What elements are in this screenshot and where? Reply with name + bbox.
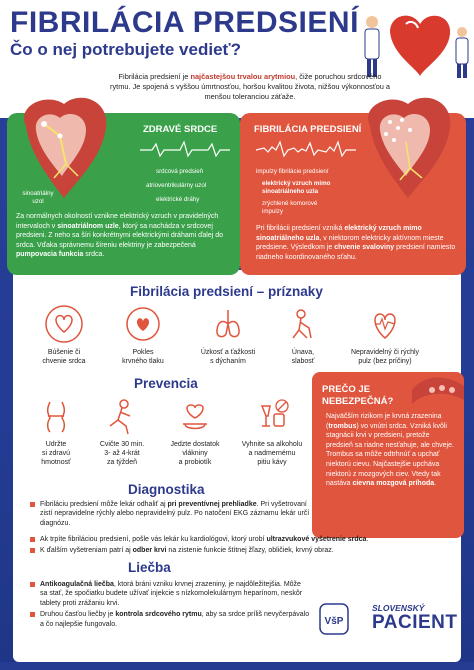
label-af-origin: elektrický vzruch mimo sinoatriálneho uzla bbox=[262, 180, 331, 195]
prevention-title: Prevencia bbox=[134, 376, 198, 391]
pulse-icon bbox=[365, 304, 405, 344]
prevention-weight: Udržte si zdravú hmotnosť bbox=[26, 396, 86, 467]
diagnostics-list bbox=[30, 500, 310, 530]
label-af-impulses: impulzy fibrilácie predsiení bbox=[256, 168, 329, 175]
list-item: Fibriláciu predsiení môže lekár odhaliť aj pri preventívnej prehliadke. Pri vyšetrovaní zistí nepravidelne rýchly alebo nepravidelný pulz. Po natočení EKG záznamu lekár určí diagnózu. bbox=[30, 500, 310, 528]
vsp-logo bbox=[318, 602, 350, 636]
label-pathways: elektrické dráhy bbox=[156, 196, 200, 203]
exercise-icon bbox=[102, 396, 142, 436]
why-title: PREČO JE NEBEZPEČNÁ? bbox=[322, 384, 394, 407]
symptom-dyspnea: Úzkosť a ťažkosti s dýchaním bbox=[186, 304, 270, 366]
list-item: Druhou časťou liečby je kontrola srdcového rytmu, aby sa srdce príliš nevyčerpávalo a čo najlepšie fungovalo. bbox=[30, 610, 310, 629]
symptom-irregular-pulse: Nepravidelný či rýchly pulz (bez príčiny) bbox=[340, 304, 430, 366]
slovensky-label: SLOVENSKÝ bbox=[372, 603, 425, 613]
heartbeat-icon bbox=[44, 304, 84, 344]
fatigue-icon bbox=[283, 304, 323, 344]
page-subtitle: Čo o nej potrebujete vedieť? bbox=[10, 40, 242, 59]
symptoms-title: Fibrilácia predsiení – príznaky bbox=[130, 284, 323, 299]
blood-pressure-icon bbox=[123, 304, 163, 344]
symptom-low-bp: Pokles krvného tlaku bbox=[108, 304, 178, 366]
blood-vessel-clot-icon bbox=[410, 370, 466, 410]
prevention-fiber: Jedzte dostatok vlákniny a probiotík bbox=[160, 396, 230, 467]
healthy-heart-illustration bbox=[6, 86, 124, 204]
list-item: Antikoagulačná liečba, ktorá bráni vzniku krvnej zrazeniny, je najdôležitejšia. Môže sa stať, že spočiatku budete užívať injekcie s nízkomolekulárnym heparínom, neskôr tablety proti zrážaniu krvi. bbox=[30, 580, 310, 608]
why-text: Najväčším rizikom je krvná zrazenina (trombus) vo vnútri srdca. Vzniká kvôli stagnácii krvi v predsieni, pretože predsieň sa riadne nesťahuje, ale chveje. Trombus sa môže odtrhnúť a upchať niektorú cievu. Najčastejšie upcháva niektorú z mozgových ciev. Vtedy tak nastáva cievna mozgová príhoda. bbox=[326, 413, 454, 488]
label-av-node: atrioventrikulárny uzol bbox=[146, 182, 207, 189]
intro-text: Fibrilácia predsiení je najčastejšou trvalou arytmiou, čiže poruchou srdcového rytmu. Je spojená s vyššou úmrtnosťou, horšou kvalitou života, nižšou výkonnosťou a menšou toleranciou záťaže. bbox=[110, 72, 390, 101]
label-atrium: srdcová predsieň bbox=[156, 168, 204, 175]
treatment-list bbox=[30, 580, 310, 631]
bottom-bar bbox=[0, 662, 474, 670]
af-heart-illustration bbox=[350, 86, 468, 204]
weight-icon bbox=[36, 396, 76, 436]
svg-text:VšP: VšP bbox=[324, 616, 344, 627]
healthy-description: Za normálnych okolností vznikne elektrický vzruch v pravidelných intervaloch v sinoatriálnom uzle, ktorý sa nachádza v srdcovej predsieni. Z neho sa šíri konkrétnymi elektrickými dráhami ďalej do srdca. Vďaka správnemu šíreniu elektriny je zabezpečená pumpovacia funkcia srdca. bbox=[16, 213, 223, 258]
af-description: Pri fibrilácii predsiení vzniká elektrický vzruch mimo sinoatriálneho uzla, v niektorom elektricky aktívnom mieste predsiene. Výsledkom je chvenie svaloviny predsiení namiesto riadneho koordinovaného sťahu. bbox=[256, 225, 456, 261]
symptom-palpitations: Búšenie či chvenie srdca bbox=[28, 304, 100, 366]
diagnostics-list-2 bbox=[30, 535, 460, 558]
prevention-exercise: Cvičte 30 min. 3- až 4-krát za týždeň bbox=[88, 396, 156, 467]
list-item: K ďalším vyšetreniam patrí aj odber krvi na zistenie funkcie štítnej žľazy, obličiek, krvný obraz. bbox=[30, 546, 460, 555]
label-sa-node: sinoatriálny uzol bbox=[22, 190, 54, 205]
symptom-fatigue: Únava, slabosť bbox=[276, 304, 330, 366]
no-alcohol-icon bbox=[252, 396, 292, 436]
ekg-line-healthy bbox=[140, 140, 230, 158]
lungs-icon bbox=[208, 304, 248, 344]
ekg-line-af bbox=[256, 140, 356, 158]
page-title: FIBRILÁCIA PREDSIENÍ bbox=[10, 6, 359, 39]
prevention-alcohol: Vyhnite sa alkoholu a nadmernému pitiu kávy bbox=[232, 396, 312, 467]
list-item: Ak trpíte fibriláciou predsiení, pošle vás lekár ku kardiológovi, ktorý urobí ultrazvukové vyšetrenie srdca. bbox=[30, 535, 460, 544]
treatment-title: Liečba bbox=[128, 560, 171, 575]
pacient-label: PACIENT bbox=[372, 612, 458, 633]
food-icon bbox=[175, 396, 215, 436]
doctors-heart-illustration bbox=[350, 2, 472, 82]
af-title: FIBRILÁCIA PREDSIENÍ bbox=[254, 124, 362, 135]
diagnostics-title: Diagnostika bbox=[128, 482, 205, 497]
label-af-ventricular: zrýchlené komorové impulzy bbox=[262, 200, 318, 215]
healthy-title: ZDRAVÉ SRDCE bbox=[143, 124, 218, 135]
